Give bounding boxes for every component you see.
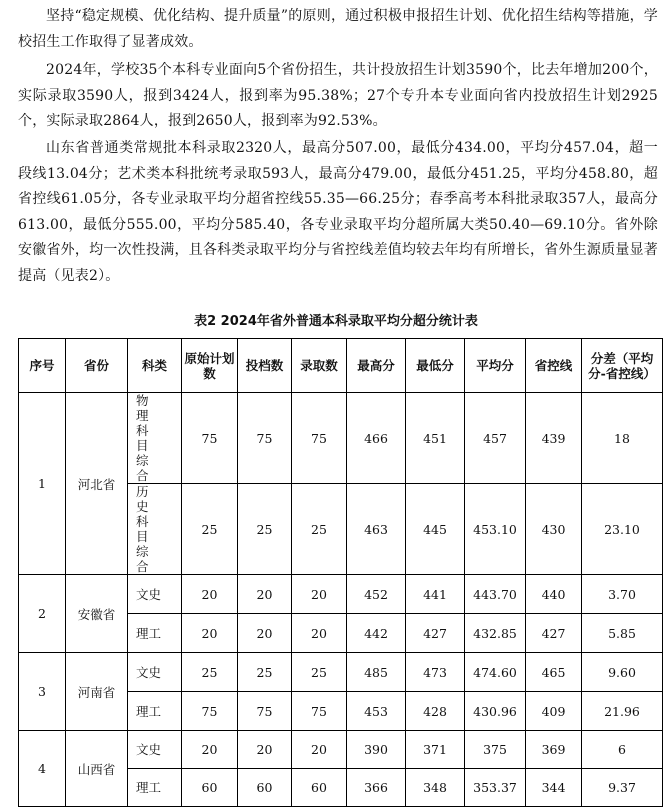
- cell-control: 427: [526, 614, 582, 653]
- cell-plan: 25: [182, 653, 238, 692]
- cell-min: 427: [406, 614, 465, 653]
- header-admitted: 录取数: [292, 339, 347, 393]
- cell-seq: 2: [19, 575, 66, 653]
- cell-min: 371: [406, 731, 465, 769]
- cell-admitted: 25: [292, 484, 347, 575]
- cell-province: 河南省: [66, 653, 128, 731]
- cell-admitted: 20: [292, 731, 347, 769]
- cell-admitted: 75: [292, 393, 347, 484]
- header-seq: 序号: [19, 339, 66, 393]
- table-caption: 表2 2024年省外普通本科录取平均分超分统计表: [194, 314, 478, 329]
- cell-plan: 25: [182, 484, 238, 575]
- cell-plan: 20: [182, 731, 238, 769]
- cell-max: 463: [347, 484, 406, 575]
- cell-avg: 443.70: [465, 575, 526, 614]
- cell-category: [128, 393, 182, 484]
- cell-province: 山西省: [66, 731, 128, 807]
- intro-paragraph: 坚持“稳定规模、优化结构、提升质量”的原则，通过积极申报招生计划、优化招生结构等措施，学校招生工作取得了显著成效。: [18, 8, 658, 50]
- cell-max: 485: [347, 653, 406, 692]
- cell-max: 442: [347, 614, 406, 653]
- cell-seq: 4: [19, 731, 66, 807]
- cell-admitted: 25: [292, 653, 347, 692]
- cell-province: 河北省: [66, 393, 128, 575]
- cell-filed: 75: [238, 692, 292, 731]
- cell-category: 理工: [128, 692, 182, 731]
- cell-filed: 25: [238, 653, 292, 692]
- cell-min: 445: [406, 484, 465, 575]
- cell-max: 453: [347, 692, 406, 731]
- cell-max: 390: [347, 731, 406, 769]
- cell-avg: 453.10: [465, 484, 526, 575]
- cell-avg: 457: [465, 393, 526, 484]
- header-filed: 投档数: [238, 339, 292, 393]
- cell-control: 409: [526, 692, 582, 731]
- cell-min: 428: [406, 692, 465, 731]
- header-province: 省份: [66, 339, 128, 393]
- cell-control: 439: [526, 393, 582, 484]
- table-row: [19, 731, 663, 769]
- cell-admitted: 60: [292, 769, 347, 807]
- cell-filed: 20: [238, 614, 292, 653]
- cell-province: 安徽省: [66, 575, 128, 653]
- header-category: 科类: [128, 339, 182, 393]
- cell-min: 348: [406, 769, 465, 807]
- cell-filed: 60: [238, 769, 292, 807]
- category-text: 物理科目综合: [136, 393, 149, 483]
- cell-min: 473: [406, 653, 465, 692]
- cell-max: 466: [347, 393, 406, 484]
- cell-control: 465: [526, 653, 582, 692]
- cell-diff: 18: [582, 393, 663, 484]
- cell-diff: 5.85: [582, 614, 663, 653]
- cell-seq: 1: [19, 393, 66, 575]
- header-diff: 分差（平均分-省控线）: [582, 339, 663, 393]
- cell-filed: 20: [238, 731, 292, 769]
- cell-control: 430: [526, 484, 582, 575]
- header-min: 最低分: [406, 339, 465, 393]
- cell-admitted: 20: [292, 614, 347, 653]
- cell-avg: 353.37: [465, 769, 526, 807]
- cell-min: 441: [406, 575, 465, 614]
- cell-control: 344: [526, 769, 582, 807]
- table-row: [19, 393, 663, 484]
- cell-avg: 430.96: [465, 692, 526, 731]
- cell-max: 366: [347, 769, 406, 807]
- cell-filed: 75: [238, 393, 292, 484]
- cell-plan: 20: [182, 614, 238, 653]
- cell-avg: 375: [465, 731, 526, 769]
- cell-diff: 6: [582, 731, 663, 769]
- scores-paragraph: 山东省普通类常规批本科录取2320人，最高分507.00，最低分434.00，平均分457.04，超一段线13.04分；艺术类本科批统考录取593人，最高分479.00，最低分451.25，平均分458.80，超省控线61.05分，各专业录取平均分超省控线55.35—66.25分；春季高考本科批录取357人，最高分613.00，最低分555.00，平均分585.40，各专业录取平均分超所属大类50.40—69.10分。省外除安徽省外，均一次性投满，且各科类录取平均分与省控线差值均较去年均有所增长，省外生源质量显著提高（见表2）。: [18, 140, 658, 284]
- cell-diff: 23.10: [582, 484, 663, 575]
- cell-diff: 9.37: [582, 769, 663, 807]
- table-header-row: [19, 339, 663, 393]
- cell-filed: 20: [238, 575, 292, 614]
- cell-admitted: 75: [292, 692, 347, 731]
- cell-filed: 25: [238, 484, 292, 575]
- header-plan: 原始计划数: [182, 339, 238, 393]
- table-row: [19, 653, 663, 692]
- cell-diff: 21.96: [582, 692, 663, 731]
- category-text: 历史科目综合: [136, 484, 149, 574]
- cell-control: 440: [526, 575, 582, 614]
- header-avg: 平均分: [465, 339, 526, 393]
- cell-plan: 75: [182, 692, 238, 731]
- cell-control: 369: [526, 731, 582, 769]
- cell-admitted: 20: [292, 575, 347, 614]
- table-row: [19, 575, 663, 614]
- header-max: 最高分: [347, 339, 406, 393]
- header-control: 省控线: [526, 339, 582, 393]
- cell-category: 理工: [128, 614, 182, 653]
- enrollment-paragraph: 2024年，学校35个本科专业面向5个省份招生，共计投放招生计划3590个，比去年增加200个，实际录取3590人，报到3424人，报到率为95.38%；27个专升本专业面向省内投放招生计划2925个，实际录取2864人，报到2650人，报到率为92.53%。: [18, 62, 658, 129]
- cell-max: 452: [347, 575, 406, 614]
- cell-seq: 3: [19, 653, 66, 731]
- cell-category: 理工: [128, 769, 182, 807]
- cell-plan: 60: [182, 769, 238, 807]
- cell-plan: 20: [182, 575, 238, 614]
- cell-plan: 75: [182, 393, 238, 484]
- cell-diff: 3.70: [582, 575, 663, 614]
- cell-avg: 432.85: [465, 614, 526, 653]
- cell-diff: 9.60: [582, 653, 663, 692]
- cell-min: 451: [406, 393, 465, 484]
- cell-category: 文史: [128, 731, 182, 769]
- cell-category: 文史: [128, 653, 182, 692]
- cell-avg: 474.60: [465, 653, 526, 692]
- cell-category: 文史: [128, 575, 182, 614]
- cell-category: [128, 484, 182, 575]
